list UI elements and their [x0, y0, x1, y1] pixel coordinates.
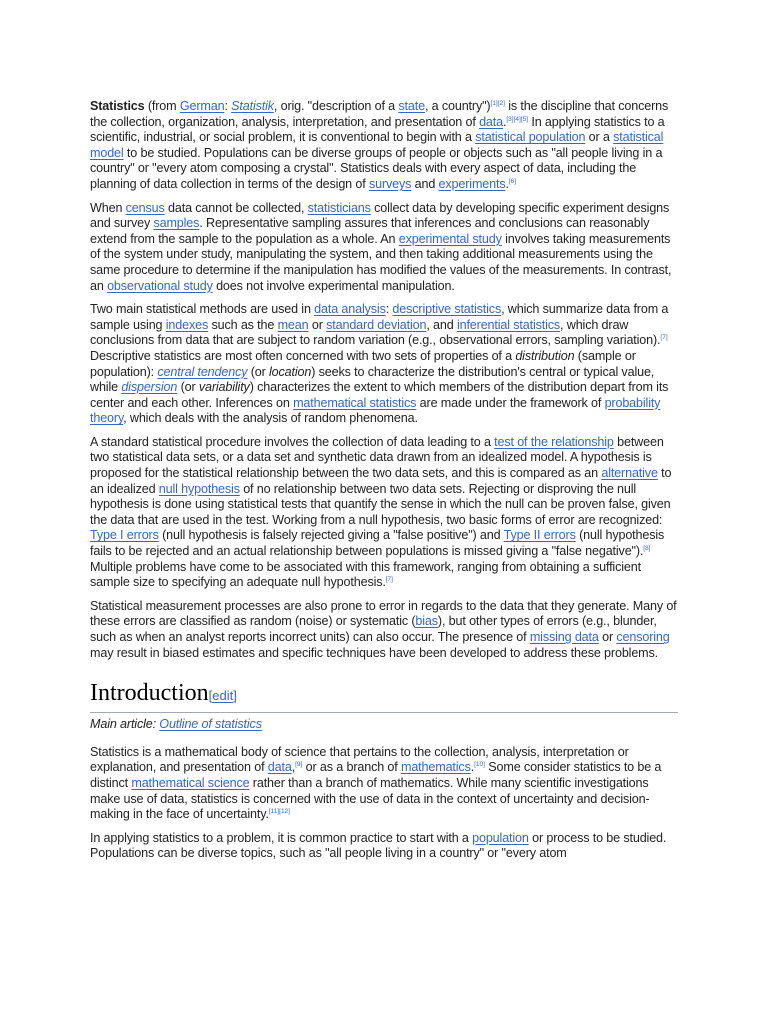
text-run: , and [426, 317, 457, 332]
text-run: and [411, 176, 439, 191]
link-experimental-study[interactable]: experimental study [398, 231, 502, 246]
link-alternative[interactable]: alternative [601, 466, 658, 481]
main-article-link[interactable]: Outline of statistics [159, 717, 262, 732]
link-probability-theory[interactable]: probability theory [90, 395, 661, 426]
bold-term: Statistics [90, 99, 145, 113]
text-run: may result in biased estimates and specific techniques have been developed to address these problems. [90, 645, 659, 660]
text-run: Multiple problems have come to be associated with this framework, ranging from obtaining a sufficient sample size to specifying an adequate null hypothesis. [90, 559, 641, 590]
intro-paragraph-5 [90, 599, 678, 661]
text-run: ), but other types of errors (e.g., blunder, such as when an analyst reports incorrect units) can also occur. The presence of [90, 614, 657, 644]
text-run: Statistical measurement processes are also prone to error in regards to the data that they generate. Many of these errors are classified as random (noise) or systematic ( [90, 598, 677, 629]
citation-ref[interactable]: [9] [295, 761, 303, 769]
italic-term: location [269, 364, 312, 379]
link-censoring[interactable]: censoring [616, 630, 670, 644]
link-type-ii-errors[interactable]: Type II errors [503, 528, 576, 543]
text-run: ) seeks to characterize the distribution's central or typical value, while [90, 364, 655, 395]
text-run: rather than a branch of mathematics. While many scientific investigations make use of data, statistics is concerned with the use of data in the context of uncertainty and decision-making in the face of uncertainty. [90, 775, 650, 822]
text-run: (sample or population): [90, 348, 636, 379]
link-dispersion[interactable]: dispersion [121, 380, 178, 395]
link-samples[interactable]: samples [153, 216, 200, 231]
italic-term: variability [198, 380, 250, 395]
text-run: or a [585, 130, 614, 145]
text-run: are made under the framework of [416, 395, 605, 410]
text-run: does not involve experimental manipulation. [212, 278, 455, 293]
text-run: (null hypothesis fails to be rejected and an actual relationship between populations is missed giving a "false negative"). [90, 528, 665, 559]
edit-bracket-open: [ [208, 688, 213, 704]
citation-ref[interactable]: [10] [474, 761, 485, 769]
text-run: involves taking measurements of the system under study, manipulating the system, and then taking additional measurements using the same procedure to determine if the manipulation has modified the values of the measurements. In contrast, an [90, 231, 672, 293]
link-statistical-population[interactable]: statistical population [475, 130, 586, 145]
text-run: , orig. "description of a [273, 99, 399, 113]
link-data[interactable]: data [479, 114, 503, 129]
text-run: is the discipline that concerns the collection, organization, analysis, interpretation, and presentation of [90, 99, 669, 129]
link-experiments[interactable]: experiments [438, 176, 506, 191]
link-null-hypothesis[interactable]: null hypothesis [158, 481, 240, 496]
text-run: . Representative sampling assures that inferences and conclusions can reasonably extend from the sample to the population as a whole. An [90, 216, 650, 246]
text-run: to be studied. Populations can be diverse groups of people or objects such as "all people living in a country" or "every atom composing a crystal". Statistics deals with every aspect of data, including the planning of data collection in terms of the design of [90, 145, 663, 191]
text-run: Statistics is a mathematical body of science that pertains to the collection, analysis, interpretation or explanation, and presentation of [90, 744, 629, 775]
text-run: , which summarize data from a sample using [90, 302, 669, 332]
link-statistik[interactable]: Statistik [231, 99, 274, 113]
citation-ref[interactable]: [8] [643, 545, 651, 553]
link-test-of-the-relationship[interactable]: test of the relationship [494, 434, 614, 449]
text-run: A standard statistical procedure involves the collection of data leading to a [90, 434, 495, 449]
citation-ref[interactable]: [6] [508, 177, 517, 185]
link-type-i-errors[interactable]: Type I errors [90, 528, 159, 543]
section-heading-introduction [90, 679, 678, 713]
link-bias[interactable]: bias [415, 614, 438, 629]
edit-bracket-close: ] [233, 688, 237, 704]
introduction-paragraph-2 [90, 831, 678, 862]
intro-paragraph-2 [90, 201, 678, 295]
link-central-tendency[interactable]: central tendency [157, 364, 248, 379]
link-population[interactable]: population [472, 830, 529, 845]
section-title: Introduction [90, 680, 209, 707]
citation-ref[interactable]: [1][2] [490, 100, 505, 107]
italic-term: distribution [515, 348, 575, 363]
intro-paragraph-4 [90, 435, 678, 591]
text-run: between two statistical data sets, or a data set and synthetic data drawn from an idealized model. A hypothesis is proposed for the statistical relationship between the two data sets, and this is compared as an [90, 434, 664, 481]
text-run: or as a branch of [302, 760, 401, 775]
link-data[interactable]: data [267, 760, 292, 775]
link-data-analysis[interactable]: data analysis [314, 302, 386, 317]
intro-paragraph-1 [90, 99, 678, 193]
link-statisticians[interactable]: statisticians [307, 200, 371, 215]
text-run: Descriptive statistics are most often concerned with two sets of properties of a [90, 348, 516, 363]
main-article-hatnote [90, 717, 678, 733]
text-run: Some consider statistics to be a distinct [90, 760, 662, 790]
link-inferential-statistics[interactable]: inferential statistics [456, 317, 561, 332]
link-mathematical-statistics[interactable]: mathematical statistics [293, 395, 417, 410]
text-run: . [502, 114, 507, 129]
link-indexes[interactable]: indexes [165, 317, 209, 332]
link-census[interactable]: census [125, 200, 165, 215]
text-run: : [385, 302, 393, 317]
intro-section [90, 99, 678, 661]
citation-ref[interactable]: [11][12] [268, 808, 290, 816]
text-run: or [308, 317, 327, 332]
text-run: In applying statistics to a problem, it is common practice to start with a [90, 830, 473, 845]
text-run: of no relationship between two data sets. Rejecting or disproving the null hypothesis is done using statistical tests that quantify the sense in which the null can be proven false, given the data that are used in the test. Working from a null hypothesis, two basic forms of error are recognized: [90, 481, 671, 527]
edit-section-link-wrapper [209, 688, 237, 703]
citation-ref[interactable]: [3][4][5] [506, 115, 529, 123]
text-run: When [90, 200, 126, 215]
text-run: , [291, 760, 296, 775]
link-state[interactable]: state [398, 99, 425, 113]
link-standard-deviation[interactable]: standard deviation [326, 317, 427, 332]
text-run: or process to be studied. Populations can be diverse topics, such as "all people living in a country" or "every atom [90, 830, 667, 861]
link-mathematical-science[interactable]: mathematical science [131, 775, 250, 790]
link-descriptive-statistics[interactable]: descriptive statistics [392, 302, 502, 317]
citation-ref[interactable]: [7] [660, 334, 668, 342]
edit-section-link[interactable]: edit [212, 688, 234, 704]
text-run: : [224, 99, 232, 113]
text-run: (or [247, 364, 270, 379]
text-run: ) characterizes the extent to which members of the distribution depart from its center and each other. Inferences on [90, 380, 669, 410]
text-run: , which deals with the analysis of random phenomena. [123, 411, 418, 426]
text-run: . [470, 760, 475, 775]
intro-paragraph-3 [90, 302, 678, 427]
text-run: In applying statistics to a scientific, industrial, or social problem, it is conventional to begin with a [90, 114, 665, 145]
introduction-section-body [90, 745, 678, 862]
text-run: collect data by developing specific experiment designs and survey [90, 200, 670, 231]
article-body [90, 99, 678, 870]
link-mean[interactable]: mean [277, 317, 309, 332]
introduction-paragraph-1 [90, 745, 678, 823]
text-run: , which draw conclusions from data that are subject to random variation (e.g., observational errors, sampling variation). [90, 317, 661, 348]
text-run: (or [177, 380, 199, 395]
text-run: Two main statistical methods are used in [90, 302, 315, 317]
citation-ref[interactable]: [7] [385, 576, 393, 584]
hatnote-prefix: Main article: [90, 717, 160, 732]
link-mathematics[interactable]: mathematics [400, 760, 471, 775]
text-run: or [598, 630, 617, 644]
link-observational-study[interactable]: observational study [107, 278, 213, 293]
text-run: such as the [208, 317, 278, 332]
link-missing-data[interactable]: missing data [529, 630, 599, 644]
text-run: (null hypothesis is falsely rejected giving a "false positive") and [158, 528, 504, 543]
link-surveys[interactable]: surveys [368, 176, 412, 191]
link-german[interactable]: German [179, 99, 225, 113]
text-run: (from [144, 99, 180, 113]
text-run: , a country") [424, 99, 491, 113]
link-statistical-model[interactable]: statistical model [90, 130, 664, 160]
text-run: . [505, 176, 509, 191]
text-run: data cannot be collected, [164, 200, 308, 215]
text-run: to an idealized [90, 466, 672, 496]
